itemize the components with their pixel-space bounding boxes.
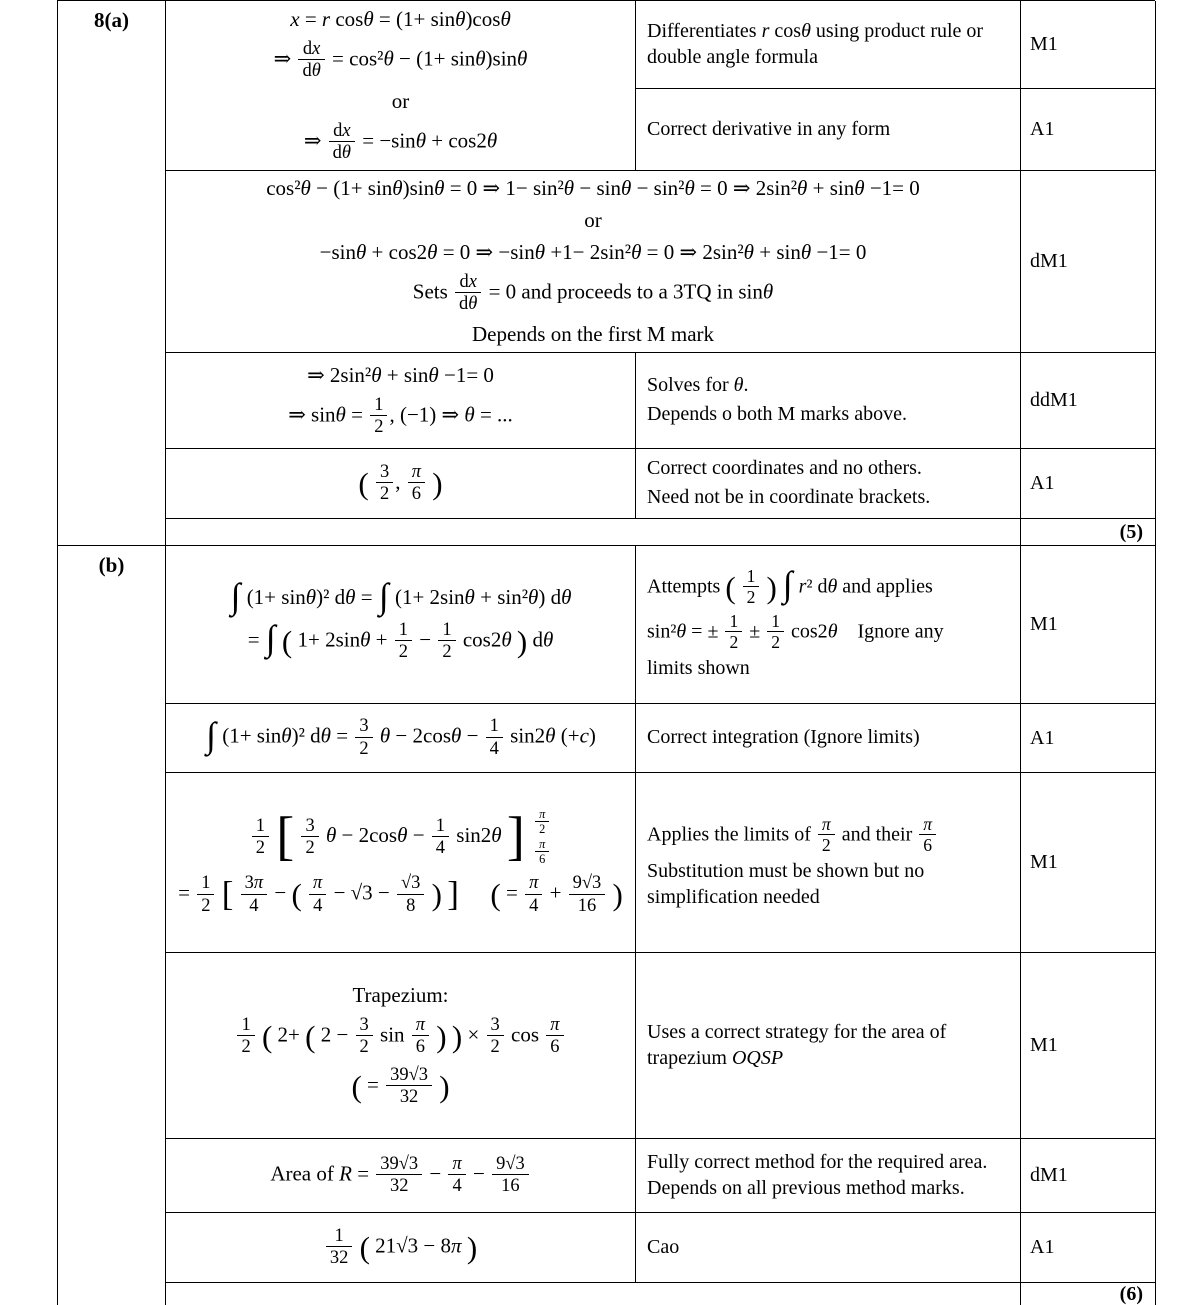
math-line: ⇒ $\frac{dx}{d\theta}$ = −sinθ + cos2θ xyxy=(303,120,498,163)
question-number-b: (b) xyxy=(58,546,166,1305)
math-line: ∫ (1+ sinθ)² dθ = $\frac{3}{2}$ θ − 2cosθ − $\frac{1}{4}$ sin2θ (+c) xyxy=(206,714,596,758)
note-text: Depends o both M marks above. xyxy=(647,403,907,425)
math-line: $\frac{1}{32}$ ( 21√3 − 8π ) xyxy=(324,1226,477,1270)
math-line: = $\frac{1}{2}$ [ $\frac{3\pi}{4}$ − ( $\frac{\pi}{4}$ − √3 − $\frac{√3}{8}$ ) ] ( = $\frac{\pi}{4}$ + $\frac{9√3}{16}$ ) xyxy=(178,872,623,915)
mark-expand: M1 xyxy=(1021,546,1156,704)
mark-area: dM1 xyxy=(1021,1139,1156,1213)
note-trapezium xyxy=(636,953,1021,1139)
math-line: ( = $\frac{39√3}{32}$ ) xyxy=(351,1064,450,1107)
note-text: Need not be in coordinate brackets. xyxy=(647,486,931,508)
math-line: cos²θ − (1+ sinθ)sinθ = 0 ⇒ 1− sin²θ − sinθ − sin²θ = 0 ⇒ 2sin²θ + sinθ −1= 0 xyxy=(266,175,920,200)
note-apply-limits xyxy=(636,773,1021,953)
mark-apply-limits: M1 xyxy=(1021,773,1156,953)
working-solve xyxy=(166,353,636,449)
math-line: Depends on the first M mark xyxy=(471,322,715,347)
math-line: $\frac{1}{2}$ [ $\frac{3}{2}$ θ − 2cosθ − $\frac{1}{4}$ sin2θ ] $\frac{\pi}{2}$ $\frac{\pi}{6}$ xyxy=(250,808,552,866)
math-line: x = r cosθ = (1+ sinθ)cosθ xyxy=(290,6,511,31)
working-integration xyxy=(166,704,636,773)
working-coordinates xyxy=(166,449,636,519)
note-text: Correct integration (Ignore limits) xyxy=(647,726,920,749)
mark-integration: A1 xyxy=(1021,704,1156,773)
note-integration xyxy=(636,704,1021,773)
mark-solve: ddM1 xyxy=(1021,353,1156,449)
note-expand xyxy=(636,546,1021,704)
working-final-answer xyxy=(166,1213,636,1283)
math-line: ⇒ $\frac{dx}{d\theta}$ = cos²θ − (1+ sinθ)sinθ xyxy=(273,37,528,80)
working-derivative xyxy=(166,1,636,171)
note-text: Applies the limits of $\frac{\pi}{2}$ and their $\frac{\pi}{6}$ xyxy=(647,815,1009,856)
note-text: Uses a correct strategy for the area of trapezium OQSP xyxy=(647,1020,947,1069)
total-marks-8a: (5) xyxy=(1021,519,1156,546)
note-solve xyxy=(636,353,1021,449)
math-line: or xyxy=(391,89,410,113)
working-apply-limits xyxy=(166,773,636,953)
math-line: $\frac{1}{2}$ ( 2+ ( 2 − $\frac{3}{2}$ sin $\frac{\pi}{6}$ ) ) × $\frac{3}{2}$ cos $\frac{\pi}{6}$ xyxy=(235,1015,565,1059)
working-three-term-quadratic xyxy=(166,171,1021,353)
note-text: Attempts ( $\frac{1}{2}$ ) ∫ r² dθ and applies xyxy=(647,564,933,608)
note-derivative-m1 xyxy=(636,1,1021,89)
math-line: = ∫ ( 1+ 2sinθ + $\frac{1}{2}$ − $\frac{1}{2}$ cos2θ ) dθ xyxy=(247,618,554,662)
note-derivative-a1 xyxy=(636,89,1021,171)
mark-scheme-table xyxy=(57,0,1155,1305)
math-line: ∫ (1+ sinθ)² dθ = ∫ (1+ 2sinθ + sin²θ) dθ xyxy=(230,576,572,617)
note-text: sin²θ = ± $\frac{1}{2}$ ± $\frac{1}{2}$ cos2θ Ignore any xyxy=(647,610,944,652)
math-line: Area of R = $\frac{39√3}{32}$ − $\frac{\pi}{4}$ − $\frac{9√3}{16}$ xyxy=(270,1154,530,1198)
note-text: Correct derivative in any form xyxy=(647,117,891,140)
note-final-answer xyxy=(636,1213,1021,1283)
working-expand xyxy=(166,546,636,704)
math-line: or xyxy=(584,207,602,232)
note-text: Correct coordinates and no others. xyxy=(647,457,922,480)
note-text: Solves for θ. xyxy=(647,374,749,397)
note-text: Fully correct method for the required area. Depends on all previous method marks. xyxy=(647,1150,988,1199)
mark-derivative-m1: M1 xyxy=(1021,1,1156,89)
mark-three-term-quadratic: dM1 xyxy=(1021,171,1156,353)
total-row-spacer xyxy=(166,1283,1021,1305)
total-marks-b: (6) xyxy=(1021,1283,1156,1305)
mark-trapezium: M1 xyxy=(1021,953,1156,1139)
note-area xyxy=(636,1139,1021,1213)
note-text: Cao xyxy=(647,1235,680,1258)
working-area xyxy=(166,1139,636,1213)
mark-coordinates: A1 xyxy=(1021,449,1156,519)
total-row-spacer xyxy=(166,519,1021,546)
math-line: ⇒ 2sin²θ + sinθ −1= 0 xyxy=(307,362,494,387)
question-number-8a: 8(a) xyxy=(58,1,166,546)
mark-final-answer: A1 xyxy=(1021,1213,1156,1283)
working-trapezium xyxy=(166,953,636,1139)
note-text: limits shown xyxy=(647,657,750,680)
mark-derivative-a1: A1 xyxy=(1021,89,1156,171)
note-coordinates xyxy=(636,449,1021,519)
note-text: Substitution must be shown but no simplification needed xyxy=(647,860,925,908)
math-line: ( $\frac{3}{2}$ , $\frac{\pi}{6}$ ) xyxy=(358,460,443,503)
math-line: Sets $\frac{dx}{d\theta}$ = 0 and proceeds to a 3TQ in sinθ xyxy=(412,270,774,313)
math-line: Trapezium: xyxy=(352,982,449,1007)
math-line: ⇒ sinθ = $\frac{1}{2}$ , (−1) ⇒ θ = ... xyxy=(288,393,513,436)
math-line: −sinθ + cos2θ = 0 ⇒ −sinθ +1− 2sin²θ = 0 ⇒ 2sin²θ + sinθ −1= 0 xyxy=(319,239,867,264)
note-text: Differentiates r cosθ using product rule or double angle formula xyxy=(647,19,984,68)
